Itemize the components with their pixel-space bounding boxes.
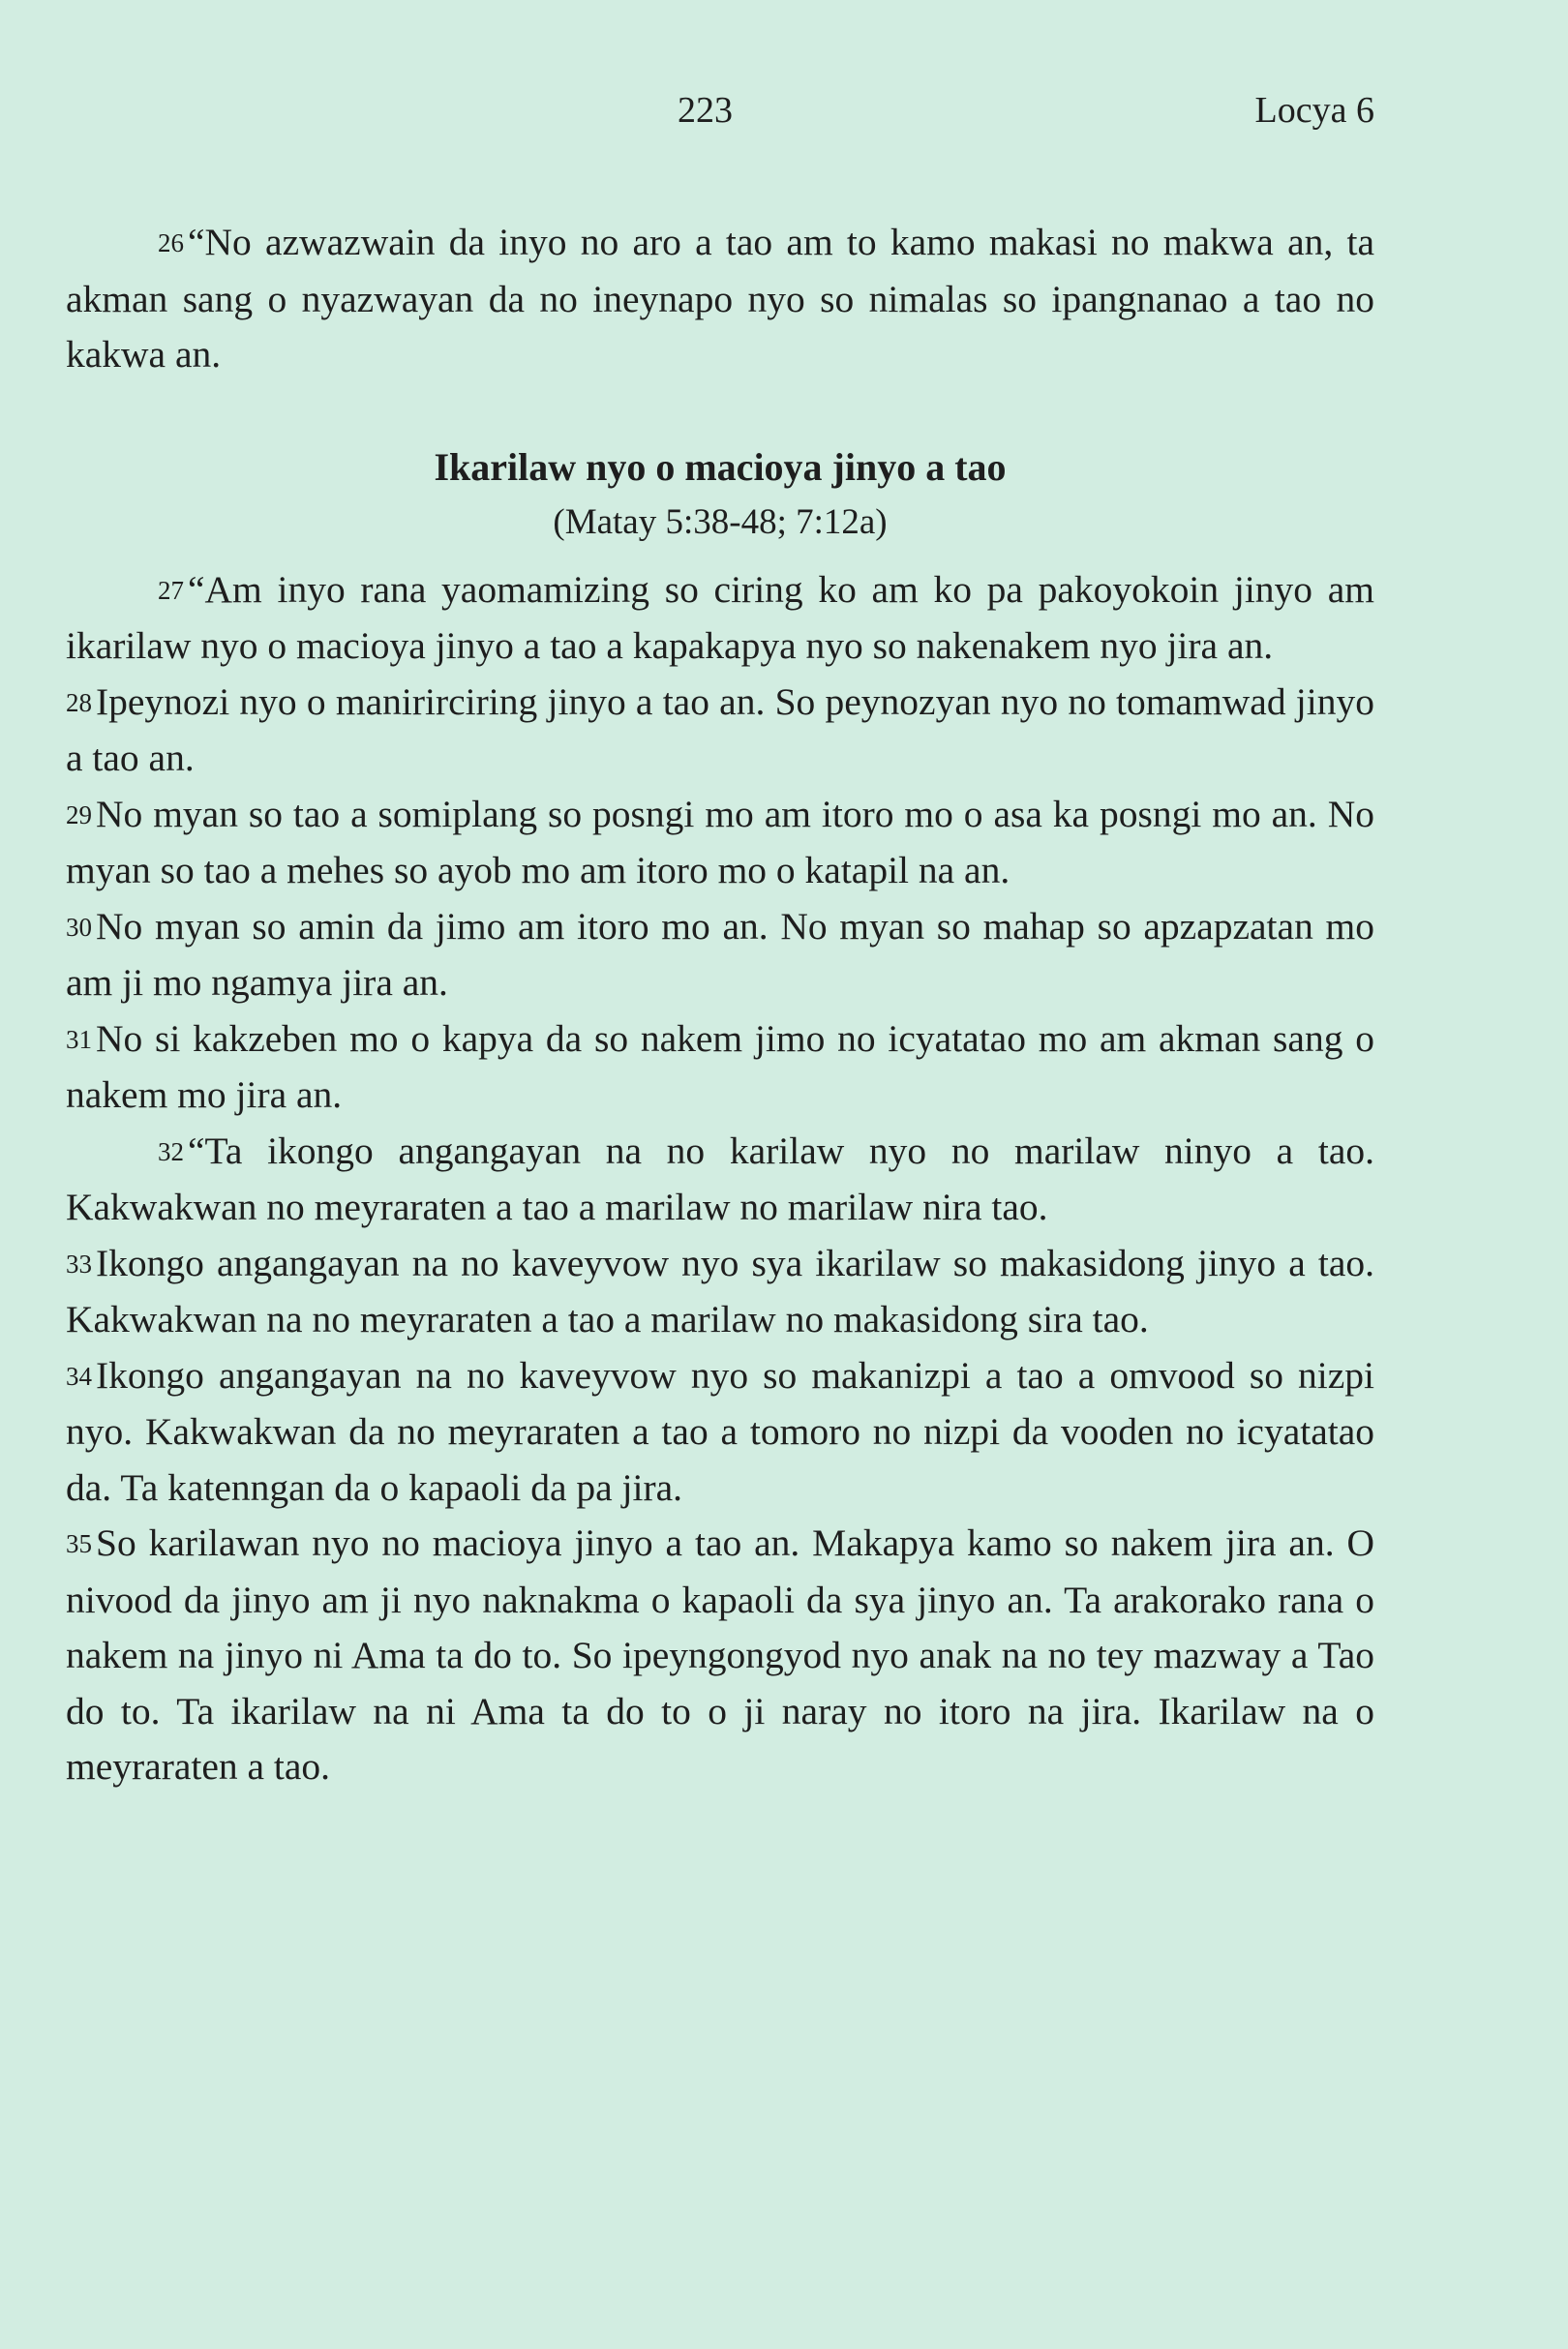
verse-number: 30 [66,912,92,942]
verse-text: No myan so amin da jimo am itoro mo an. No myan so mahap so apzapzatan mo am ji mo ngamya jira an. [66,904,1374,1004]
verse-paragraph [66,899,1374,1011]
verse-number: 27 [158,575,184,605]
verse-paragraph [66,215,1374,383]
verse-number: 28 [66,687,92,717]
verse-text: Ikongo angangayan na no kaveyvow nyo so makanizpi a tao a omvood so nizpi nyo. Kakwakwan da no meyraraten a tao a tomoro no nizpi da vooden no icyatatao da. Ta katenngan da o kapaoli da pa jira. [66,1353,1374,1509]
page-number: 223 [678,90,733,131]
verse-text: No myan so tao a somiplang so posngi mo am itoro mo o asa ka posngi mo an. No myan so tao a mehes so ayob mo am itoro mo o katapil na an. [66,792,1374,891]
page-header [0,89,1568,147]
verse-paragraph [66,1348,1374,1517]
verse-number: 32 [158,1136,184,1166]
verse-number: 26 [158,228,184,257]
verse-paragraph [66,787,1374,899]
verse-number: 31 [66,1024,92,1054]
verse-paragraph [66,1011,1374,1124]
verse-text: “Ta ikongo angangayan na no karilaw nyo no marilaw ninyo a tao. Kakwakwan no meyraraten a tao a marilaw no marilaw nira tao. [66,1129,1374,1228]
verse-number: 33 [66,1249,92,1279]
verse-text: “No azwazwain da inyo no aro a tao am to kamo makasi no makwa an, ta akman sang o nyazwayan da no ineynapo nyo so nimalas so ipangnanao a tao no kakwa an. [66,221,1374,376]
section-reference: (Matay 5:38-48; 7:12a) [553,502,888,542]
verse-paragraph [66,675,1374,787]
running-head: Locya 6 [1254,90,1374,131]
section-heading: Ikarilaw nyo o macioya jinyo a tao [434,444,1007,489]
verse-number: 35 [66,1529,92,1558]
verse-text: Ipeynozi nyo o manirirciring jinyo a tao an. So peynozyan nyo no tomamwad jinyo a tao an. [66,679,1374,779]
verse-paragraph [66,1516,1374,1795]
verse-paragraph [66,562,1374,675]
body-text [66,215,1374,1795]
verse-paragraph [66,1236,1374,1348]
verse-text: No si kakzeben mo o kapya da so nakem jimo no icyatatao mo am akman sang o nakem mo jira an. [66,1016,1374,1116]
verse-number: 29 [66,799,92,829]
verse-number: 34 [66,1361,92,1391]
verse-paragraph [66,1124,1374,1236]
verse-text: “Am inyo rana yaomamizing so ciring ko am ko pa pakoyokoin jinyo am ikarilaw nyo o macioya jinyo a tao a kapakapya nyo so nakenakem nyo jira an. [66,567,1374,667]
verse-text: Ikongo angangayan na no kaveyvow nyo sya ikarilaw so makasidong jinyo a tao. Kakwakwan na no meyraraten a tao a marilaw no makasidong sira tao. [66,1241,1374,1340]
verse-text: So karilawan nyo no macioya jinyo a tao an. Makapya kamo so nakem jira an. O nivood da jinyo am ji nyo naknakma o kapaoli da sya jinyo an. Ta arakorako rana o nakem na jinyo ni Ama ta do to. So ipeyngongyod nyo anak na no tey mazway a Tao do to. Ta ikarilaw na ni Ama ta do to o ji naray no itoro na jira. Ikarilaw na o meyraraten a tao. [66,1521,1374,1788]
